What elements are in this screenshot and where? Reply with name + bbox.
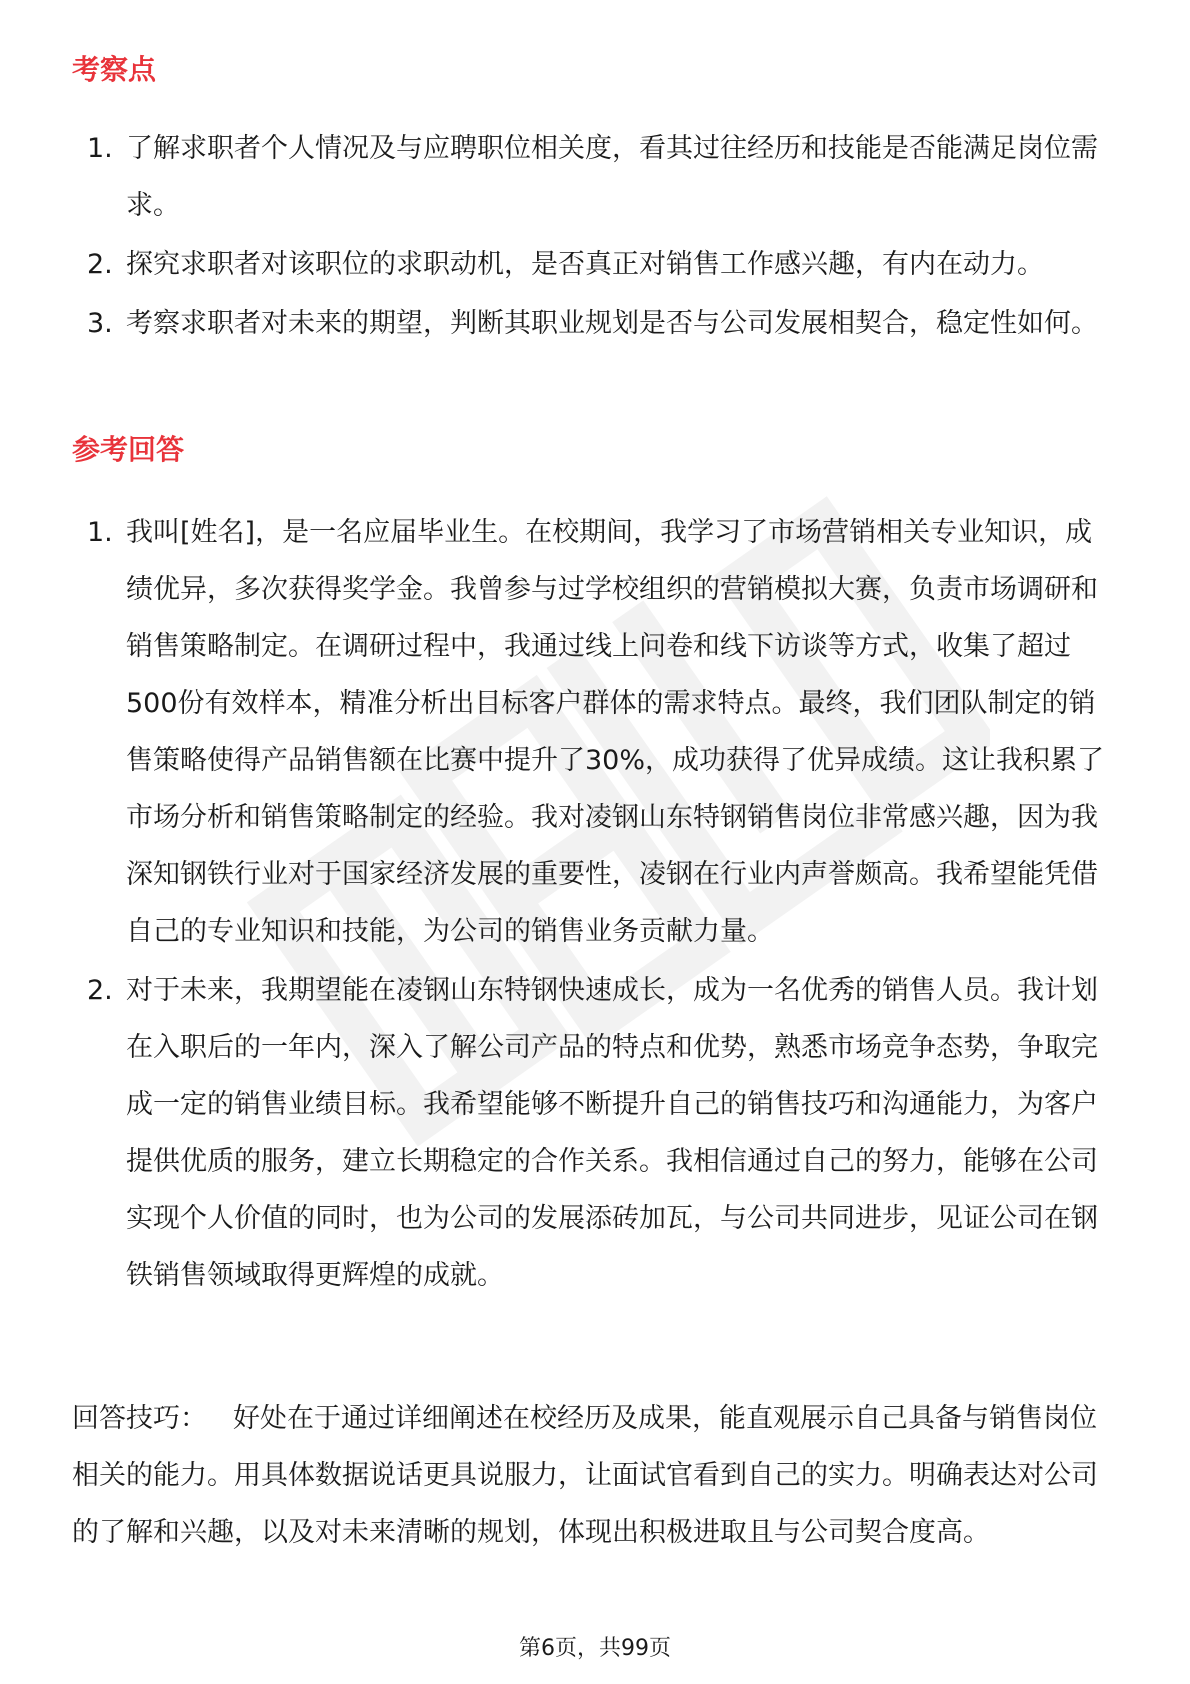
answer-tips-text: 好处在于通过详细阐述在校经历及成果，能直观展示自己具备与销售岗位相关的能力。用具体数据说话更具说服力，让面试官看到自己的实力。明确表达对公司的了解和兴趣，以及对未来清晰的规划，体现出积极进取且与公司契合度高。 — [72, 1403, 1098, 1548]
reference-answer-list — [0, 504, 1114, 1304]
section-title-reference-answer: 参考回答 — [72, 433, 185, 466]
list-item-number: 2. — [87, 975, 113, 1006]
list-item — [0, 962, 1114, 1304]
list-item — [0, 236, 1114, 293]
list-item-number: 3. — [87, 308, 113, 339]
list-item — [0, 120, 1114, 234]
list-item-text: 对于未来，我期望能在凌钢山东特钢快速成长，成为一名优秀的销售人员。我计划在入职后的一年内，深入了解公司产品的特点和优势，熟悉市场竞争态势，争取完成一定的销售业绩目标。我希望能够不断提升自己的销售技巧和沟通能力，为客户提供优质的服务，建立长期稳定的合作关系。我相信通过自己的努力，能够在公司实现个人价值的同时，也为公司的发展添砖加瓦，与公司共同进步，见证公司在钢铁销售领域取得更辉煌的成就。 — [126, 975, 1098, 1291]
list-item-number: 2. — [87, 249, 113, 280]
section-title-exam-points: 考察点 — [72, 53, 157, 86]
list-item-text: 探究求职者对该职位的求职动机，是否真正对销售工作感兴趣，有内在动力。 — [126, 249, 1044, 280]
list-item — [0, 295, 1114, 352]
list-item-number: 1. — [87, 133, 113, 164]
exam-points-list — [0, 120, 1114, 352]
list-item-number: 1. — [87, 517, 113, 548]
list-item — [0, 504, 1114, 960]
list-item-text: 考察求职者对未来的期望，判断其职业规划是否与公司发展相契合，稳定性如何。 — [126, 308, 1098, 339]
list-item-text: 了解求职者个人情况及与应聘职位相关度，看其过往经历和技能是否能满足岗位需求。 — [126, 133, 1098, 221]
page-number-footer: 第6页，共99页 — [519, 1636, 671, 1661]
answer-tips-label: 回答技巧： — [72, 1403, 207, 1434]
list-item-text: 我叫[姓名]，是一名应届毕业生。在校期间，我学习了市场营销相关专业知识，成绩优异，多次获得奖学金。我曾参与过学校组织的营销模拟大赛，负责市场调研和销售策略制定。在调研过程中，我通过线上问卷和线下访谈等方式，收集了超过500份有效样本，精准分析出目标客户群体的需求特点。最终，我们团队制定的销售策略使得产品销售额在比赛中提升了30%，成功获得了优异成绩。这让我积累了市场分析和销售策略制定的经验。我对凌钢山东特钢销售岗位非常感兴趣，因为我深知钢铁行业对于国家经济发展的重要性，凌钢在行业内声誉颇高。我希望能凭借自己的专业知识和技能，为公司的销售业务贡献力量。 — [126, 517, 1105, 947]
answer-tips-paragraph — [72, 1390, 1122, 1561]
